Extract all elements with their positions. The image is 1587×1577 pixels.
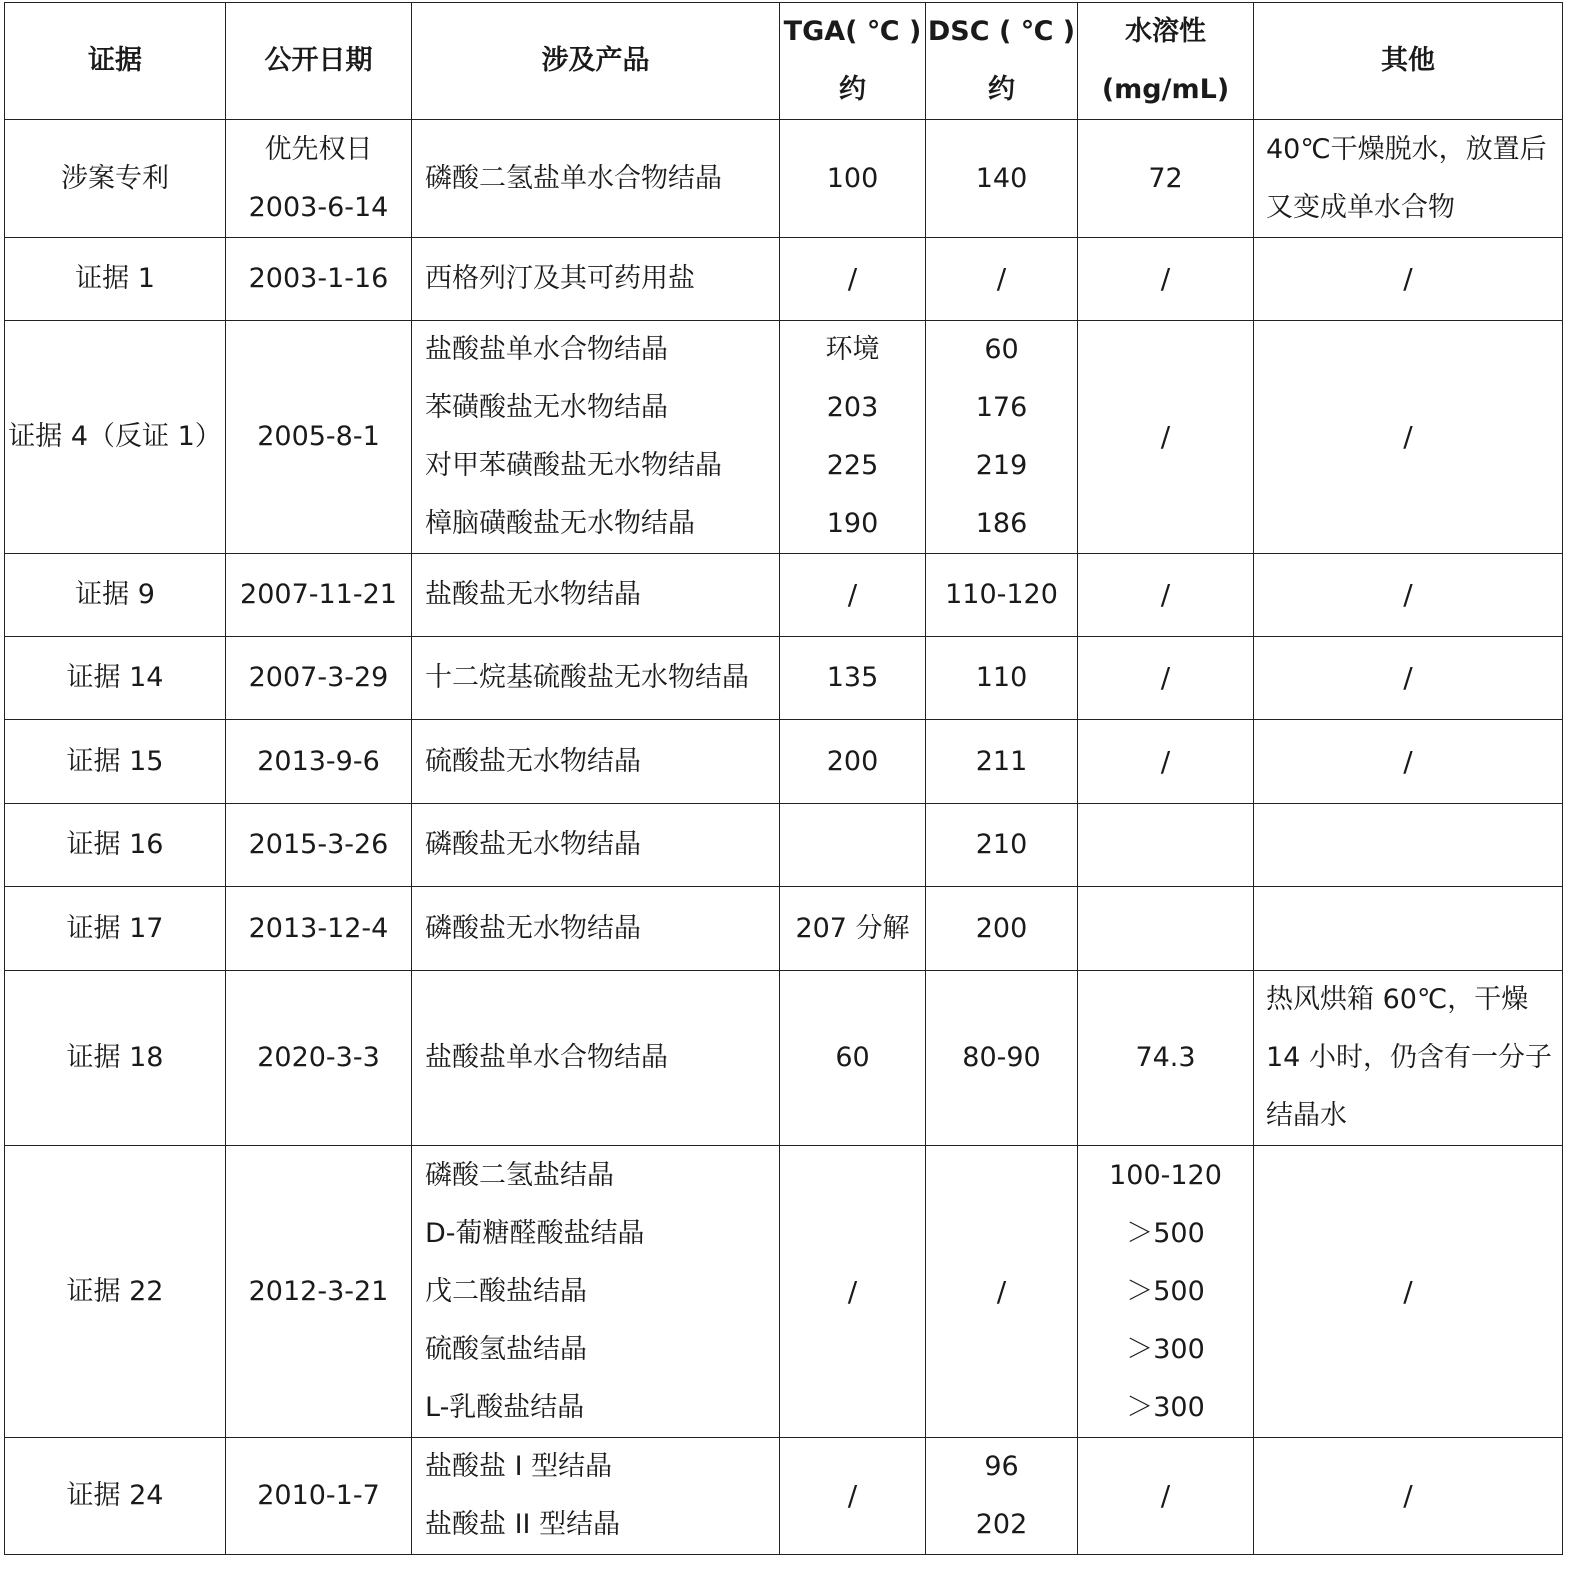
product-item: 盐酸盐单水合物结晶 [425,334,668,365]
cell-tga: 207 分解 [780,887,926,971]
table-row [5,238,1563,321]
cell-other: 40℃干燥脱水，放置后又变成单水合物 [1254,120,1563,238]
cell-date: 2013-9-6 [226,720,412,804]
cell-date: 2012-3-21 [226,1146,412,1438]
cell-product: 硫酸盐无水物结晶 [412,720,780,804]
header-solubility-line1: 水溶性 [1125,16,1206,47]
cell-product [412,321,780,554]
header-solubility [1078,3,1254,120]
dsc-value: 186 [975,508,1028,539]
cell-evidence: 证据 18 [5,971,226,1146]
cell-date: 2020-3-3 [226,971,412,1146]
cell-evidence: 涉案专利 [5,120,226,238]
cell-dsc: 110-120 [926,554,1078,637]
cell-dsc: 110 [926,637,1078,720]
solubility-value: ＞500 [1126,1275,1205,1307]
table-row [5,971,1563,1146]
cell-date: 2003-1-16 [226,238,412,321]
cell-dsc [926,1438,1078,1555]
cell-date: 2007-3-29 [226,637,412,720]
tga-value: 225 [826,450,879,481]
cell-solubility: 72 [1078,120,1254,238]
cell-tga: / [780,1146,926,1438]
cell-solubility: / [1078,238,1254,321]
cell-other: / [1254,720,1563,804]
evidence-comparison-table [4,2,1563,1555]
cell-date: 2015-3-26 [226,804,412,887]
header-dsc-line2: 约 [988,74,1015,105]
cell-solubility: 74.3 [1078,971,1254,1146]
cell-tga: / [780,238,926,321]
product-item: 盐酸盐 I 型结晶 [425,1451,613,1482]
cell-date: 2013-12-4 [226,887,412,971]
cell-dsc: 211 [926,720,1078,804]
product-item: 磷酸二氢盐结晶 [425,1159,614,1191]
cell-date: 2010-1-7 [226,1438,412,1555]
header-solubility-line2: (mg/mL) [1101,74,1230,105]
cell-dsc: / [926,238,1078,321]
date-label: 优先权日 [264,133,373,165]
table-row [5,720,1563,804]
cell-solubility: / [1078,1438,1254,1555]
cell-tga: / [780,1438,926,1555]
solubility-value: ＞300 [1126,1391,1205,1423]
cell-product: 磷酸二氢盐单水合物结晶 [412,120,780,238]
header-other: 其他 [1254,3,1563,120]
cell-evidence: 证据 17 [5,887,226,971]
table-row [5,1146,1563,1438]
cell-product: 磷酸盐无水物结晶 [412,804,780,887]
solubility-value: ＞500 [1126,1217,1205,1249]
dsc-value: 219 [975,450,1028,481]
cell-evidence: 证据 15 [5,720,226,804]
cell-product: 磷酸盐无水物结晶 [412,887,780,971]
table-row [5,637,1563,720]
table-row [5,554,1563,637]
tga-value: 环境 [825,334,880,365]
solubility-value: 100-120 [1109,1159,1222,1191]
cell-solubility: / [1078,321,1254,554]
cell-product: 十二烷基硫酸盐无水物结晶 [412,637,780,720]
cell-other: / [1254,637,1563,720]
cell-other: / [1254,1146,1563,1438]
cell-tga: 100 [780,120,926,238]
table-row [5,887,1563,971]
cell-tga [780,321,926,554]
date-value: 2003-6-14 [248,191,389,223]
tga-value: 203 [826,392,879,423]
cell-product: 盐酸盐单水合物结晶 [412,971,780,1146]
cell-solubility: / [1078,720,1254,804]
dsc-value: 176 [975,392,1028,423]
cell-date: 2007-11-21 [226,554,412,637]
cell-product [412,1146,780,1438]
solubility-value: ＞300 [1126,1333,1205,1365]
cell-product: 西格列汀及其可药用盐 [412,238,780,321]
cell-other: 热风烘箱 60℃，干燥 14 小时，仍含有一分子结晶水 [1254,971,1563,1146]
cell-evidence: 证据 9 [5,554,226,637]
cell-tga: 60 [780,971,926,1146]
cell-other [1254,887,1563,971]
header-evidence: 证据 [5,3,226,120]
product-item: 盐酸盐 II 型结晶 [425,1509,621,1540]
table-row [5,1438,1563,1555]
cell-other: / [1254,321,1563,554]
header-tga [780,3,926,120]
cell-tga [780,804,926,887]
product-item: 苯磺酸盐无水物结晶 [425,392,668,423]
cell-solubility: / [1078,554,1254,637]
product-item: D-葡糖醛酸盐结晶 [425,1217,645,1249]
cell-solubility [1078,887,1254,971]
product-item: L-乳酸盐结晶 [425,1391,585,1423]
dsc-value: 202 [975,1509,1028,1540]
cell-evidence: 证据 1 [5,238,226,321]
cell-dsc: 200 [926,887,1078,971]
table-row [5,321,1563,554]
cell-evidence: 证据 22 [5,1146,226,1438]
cell-solubility [1078,1146,1254,1438]
tga-value: 190 [826,508,879,539]
dsc-value: 60 [984,334,1019,365]
cell-evidence: 证据 24 [5,1438,226,1555]
cell-evidence: 证据 16 [5,804,226,887]
cell-tga: 135 [780,637,926,720]
product-item: 硫酸氢盐结晶 [425,1333,587,1365]
table-row [5,120,1563,238]
cell-dsc: 210 [926,804,1078,887]
product-item: 樟脑磺酸盐无水物结晶 [425,508,695,539]
cell-tga: / [780,554,926,637]
cell-date [226,120,412,238]
dsc-value: 96 [984,1451,1019,1482]
cell-other: / [1254,1438,1563,1555]
product-item: 戊二酸盐结晶 [425,1275,587,1307]
cell-evidence: 证据 4（反证 1） [5,321,226,554]
header-date: 公开日期 [226,3,412,120]
cell-solubility: / [1078,637,1254,720]
cell-dsc: / [926,1146,1078,1438]
table-row [5,804,1563,887]
cell-product: 盐酸盐无水物结晶 [412,554,780,637]
cell-other: / [1254,554,1563,637]
cell-other [1254,804,1563,887]
cell-other: / [1254,238,1563,321]
header-dsc [926,3,1078,120]
header-tga-line2: 约 [839,74,866,105]
product-item: 对甲苯磺酸盐无水物结晶 [425,450,722,481]
cell-dsc: 80-90 [926,971,1078,1146]
header-product: 涉及产品 [412,3,780,120]
cell-solubility [1078,804,1254,887]
cell-tga: 200 [780,720,926,804]
cell-dsc: 140 [926,120,1078,238]
header-tga-line1: TGA( ℃ ) [783,16,922,47]
header-row [5,3,1563,120]
cell-date: 2005-8-1 [226,321,412,554]
header-dsc-line1: DSC ( ℃ ) [927,16,1076,47]
cell-dsc [926,321,1078,554]
cell-product [412,1438,780,1555]
cell-evidence: 证据 14 [5,637,226,720]
